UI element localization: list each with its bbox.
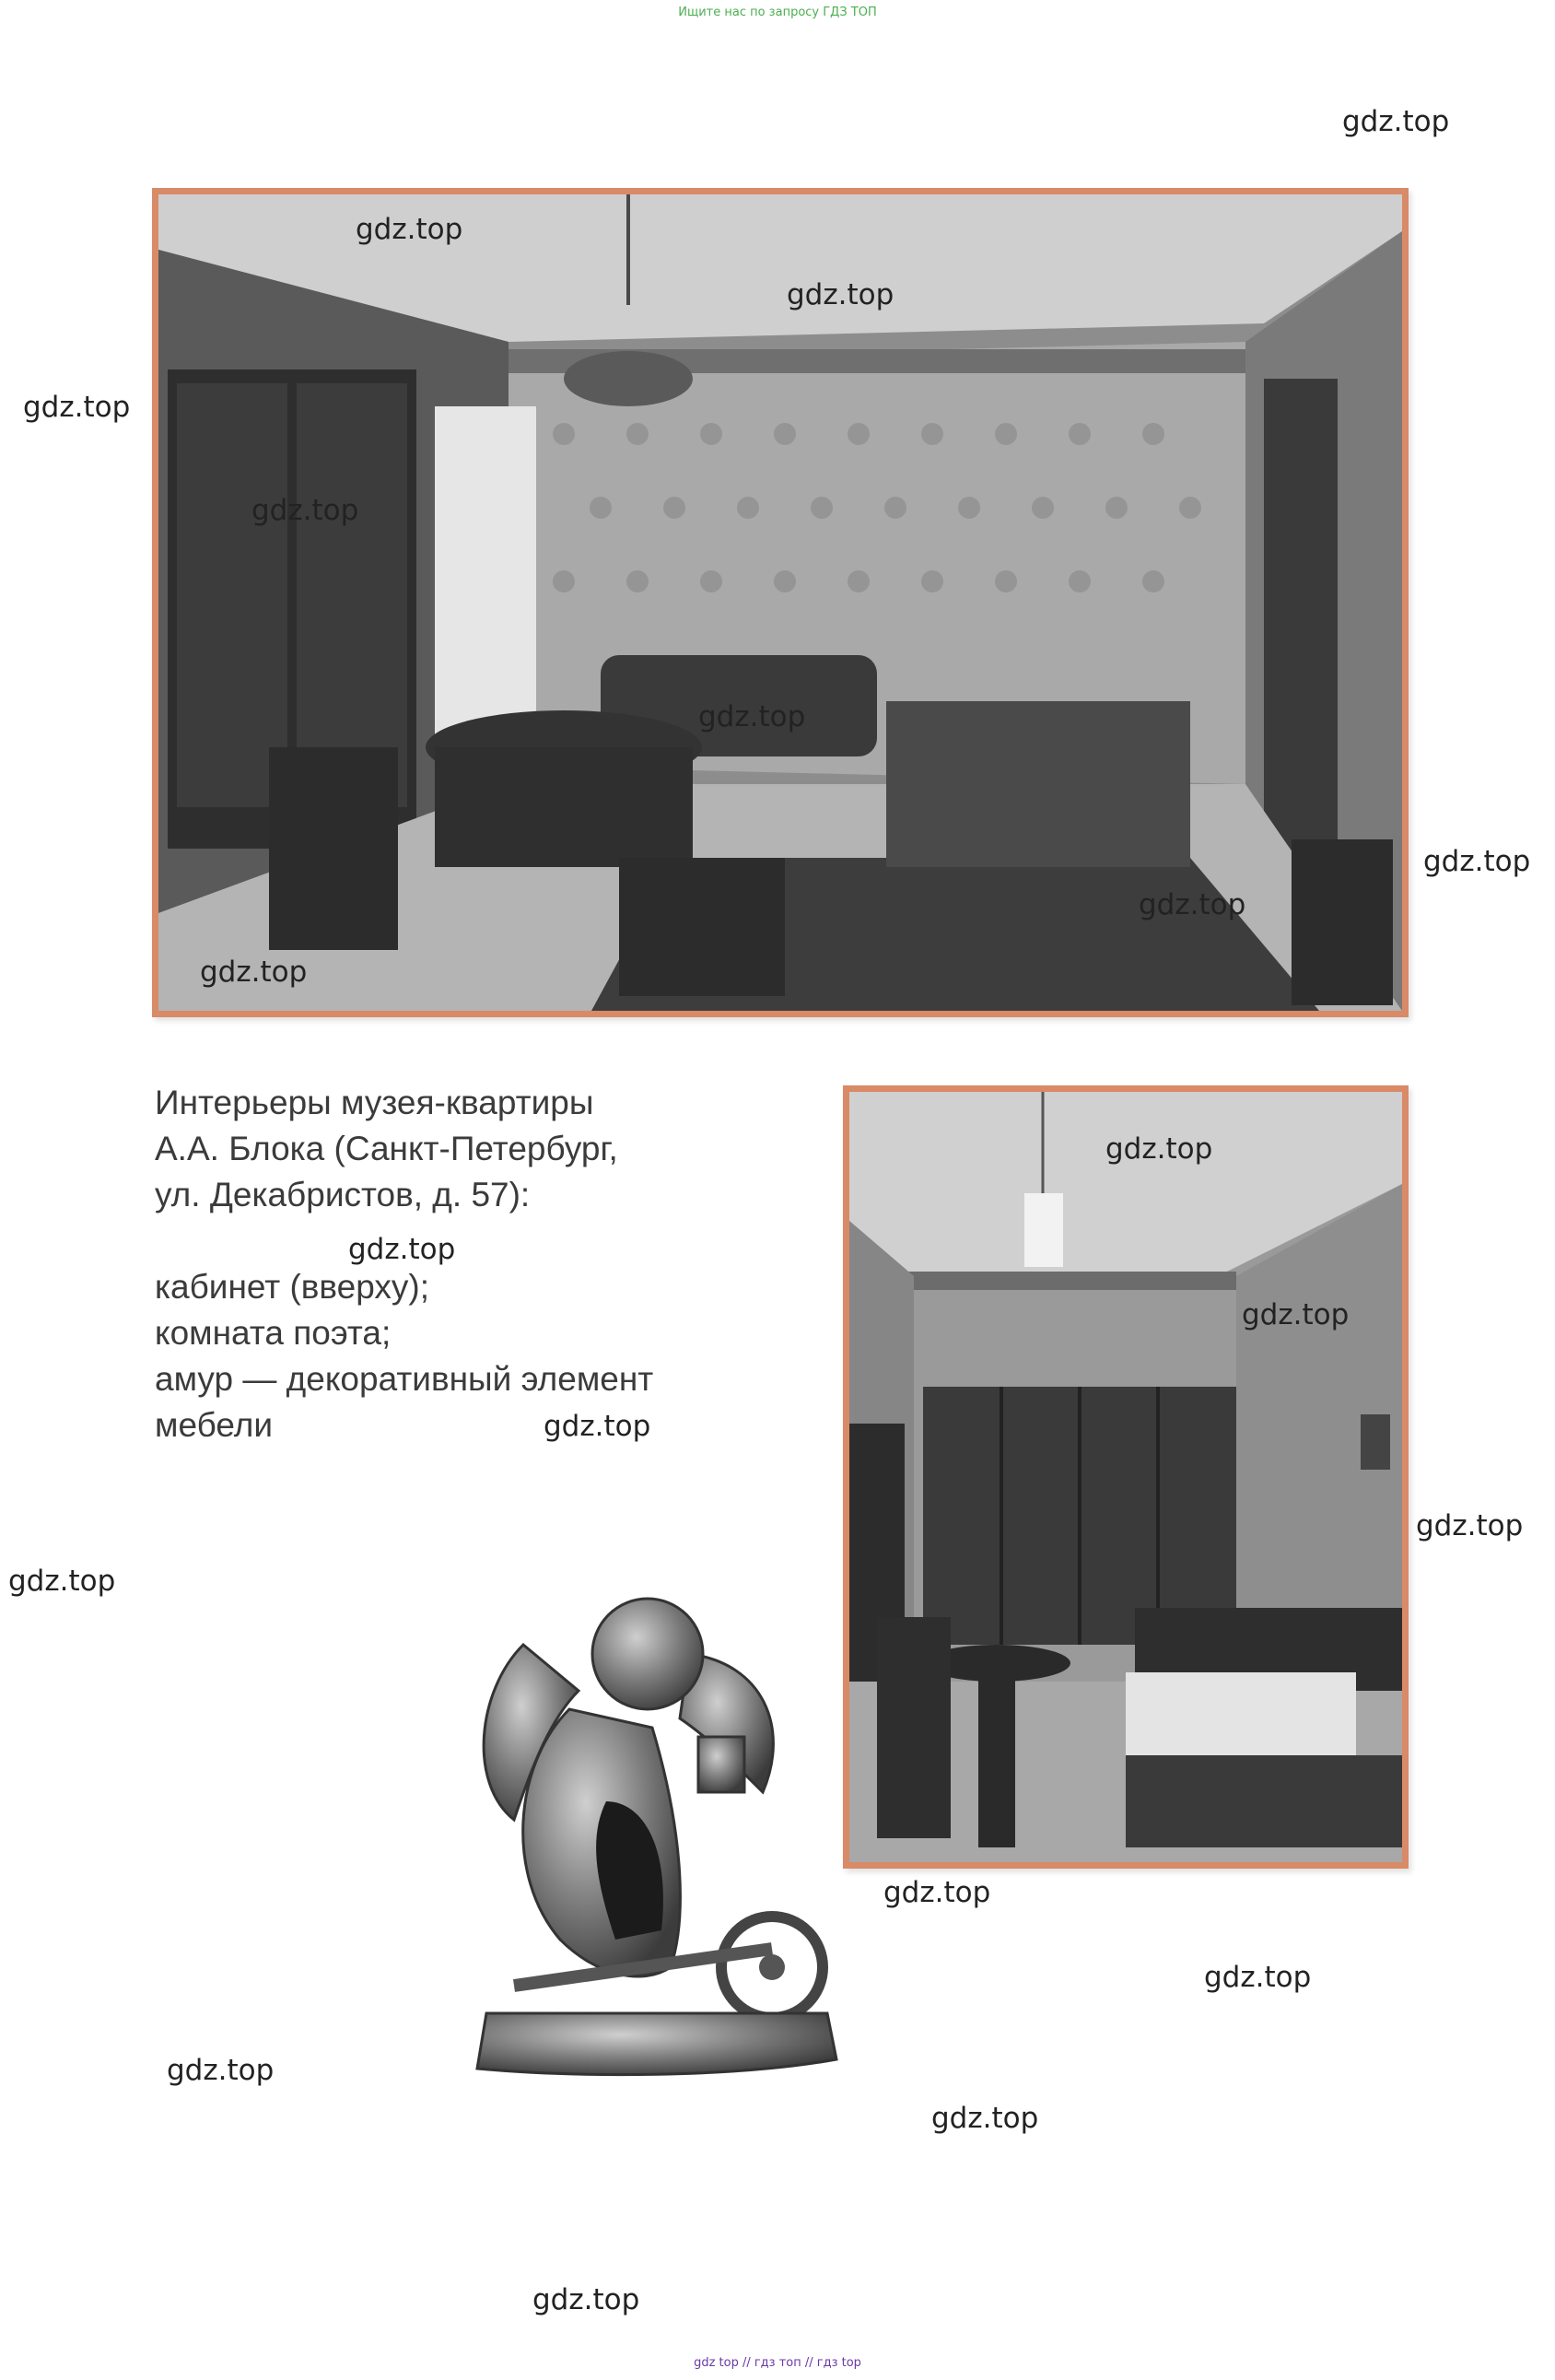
watermark: gdz.top — [200, 956, 308, 989]
watermark: gdz.top — [1242, 1298, 1350, 1331]
watermark: gdz.top — [787, 278, 894, 311]
watermark: gdz.top — [883, 1876, 991, 1909]
cupid-ornament-photo — [459, 1580, 844, 2096]
caption-line: амур — декоративный элемент — [155, 1360, 654, 1398]
watermark: gdz.top — [1105, 1132, 1213, 1166]
watermark: gdz.top — [931, 2102, 1039, 2135]
watermark: gdz.top — [698, 700, 806, 733]
watermark: gdz.top — [532, 2283, 640, 2316]
watermark: gdz.top — [8, 1565, 116, 1598]
watermark: gdz.top — [167, 2054, 275, 2087]
watermark: gdz.top — [544, 1410, 651, 1443]
watermark: gdz.top — [1423, 845, 1531, 878]
watermark: gdz.top — [1342, 105, 1450, 138]
watermark: gdz.top — [1416, 1509, 1524, 1542]
caption-line: кабинет (вверху); — [155, 1268, 430, 1306]
caption-line: ул. Декабристов, д. 57): — [155, 1176, 531, 1213]
caption-line: Интерьеры музея-квартиры — [155, 1084, 594, 1121]
watermark: gdz.top — [23, 391, 131, 424]
caption-line: А.А. Блока (Санкт-Петербург, — [155, 1130, 618, 1167]
poet-room-photo — [843, 1085, 1409, 1869]
header-note: Ищите нас по запросу ГДЗ ТОП — [678, 6, 877, 19]
watermark: gdz.top — [348, 1233, 456, 1266]
watermark: gdz.top — [356, 213, 463, 246]
watermark: gdz.top — [1139, 888, 1246, 921]
caption-line: мебели — [155, 1406, 273, 1444]
footer-note: gdz top // гдз топ // гдз top — [694, 2356, 861, 2370]
watermark: gdz.top — [1204, 1961, 1312, 1994]
caption-line: комната поэта; — [155, 1314, 392, 1352]
watermark: gdz.top — [251, 494, 359, 527]
